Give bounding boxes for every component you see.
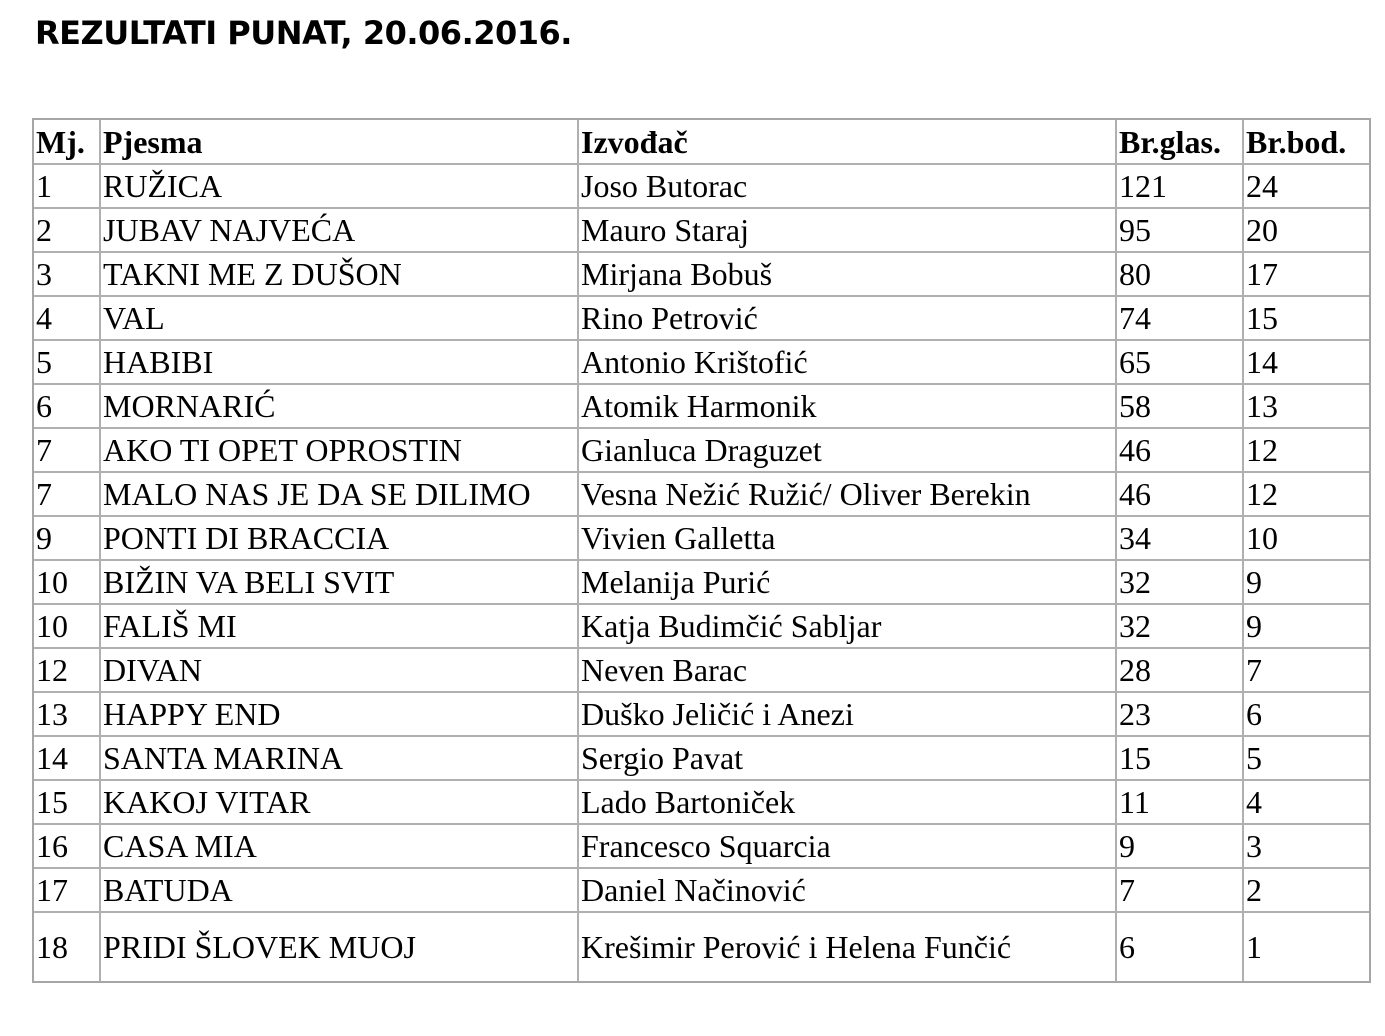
cell-performer: Krešimir Perović i Helena Funčić [579,913,1117,981]
cell-song: PONTI DI BRACCIA [101,517,579,561]
cell-song: DIVAN [101,649,579,693]
cell-votes: 7 [1117,869,1244,913]
cell-place: 14 [34,737,101,781]
table-row [34,209,1369,253]
table-row [34,737,1369,781]
table-row [34,253,1369,297]
cell-place: 7 [34,473,101,517]
cell-song: FALIŠ MI [101,605,579,649]
cell-points: 9 [1244,605,1369,649]
cell-song: HAPPY END [101,693,579,737]
cell-place: 4 [34,297,101,341]
cell-points: 14 [1244,341,1369,385]
table-row [34,517,1369,561]
cell-votes: 46 [1117,473,1244,517]
cell-performer: Antonio Krištofić [579,341,1117,385]
cell-votes: 11 [1117,781,1244,825]
cell-votes: 34 [1117,517,1244,561]
cell-place: 15 [34,781,101,825]
cell-place: 6 [34,385,101,429]
cell-song: MORNARIĆ [101,385,579,429]
cell-points: 2 [1244,869,1369,913]
cell-points: 17 [1244,253,1369,297]
table-row [34,297,1369,341]
cell-song: TAKNI ME Z DUŠON [101,253,579,297]
cell-points: 12 [1244,473,1369,517]
cell-points: 15 [1244,297,1369,341]
cell-points: 24 [1244,165,1369,209]
cell-place: 13 [34,693,101,737]
table-header [34,120,1369,165]
cell-points: 12 [1244,429,1369,473]
cell-votes: 32 [1117,561,1244,605]
table-row [34,605,1369,649]
cell-points: 5 [1244,737,1369,781]
table-row [34,385,1369,429]
cell-points: 1 [1246,929,1262,965]
header-place: Mj. [34,120,101,165]
cell-place: 17 [34,869,101,913]
cell-performer: Gianluca Draguzet [579,429,1117,473]
table-row [34,913,1369,981]
cell-performer: Mauro Staraj [579,209,1117,253]
table-row [34,649,1369,693]
cell-song: RUŽICA [101,165,579,209]
cell-performer: Mirjana Bobuš [579,253,1117,297]
cell-votes: 32 [1117,605,1244,649]
cell-performer: Neven Barac [579,649,1117,693]
cell-song: SANTA MARINA [101,737,579,781]
cell-place: 9 [34,517,101,561]
cell-place: 5 [34,341,101,385]
cell-votes: 74 [1117,297,1244,341]
table-row [34,825,1369,869]
header-song: Pjesma [101,120,579,165]
cell-song: PRIDI ŠLOVEK MUOJ [101,913,579,981]
table-row [34,341,1369,385]
cell-votes: 6 [1117,913,1244,981]
cell-points: 7 [1244,649,1369,693]
cell-performer: Daniel Načinović [579,869,1117,913]
cell-place: 10 [34,605,101,649]
cell-performer: Atomik Harmonik [579,385,1117,429]
cell-points: 20 [1244,209,1369,253]
cell-performer: Francesco Squarcia [579,825,1117,869]
cell-performer: Katja Budimčić Sabljar [579,605,1117,649]
cell-place: 3 [34,253,101,297]
cell-song: HABIBI [101,341,579,385]
cell-votes: 58 [1117,385,1244,429]
cell-performer: Sergio Pavat [579,737,1117,781]
cell-votes: 65 [1117,341,1244,385]
table-row [34,165,1369,209]
cell-place: 10 [34,561,101,605]
cell-votes: 15 [1117,737,1244,781]
cell-performer: Vesna Nežić Ružić/ Oliver Berekin [579,473,1117,517]
cell-song: CASA MIA [101,825,579,869]
cell-place: 18 [34,913,101,981]
cell-performer: Melanija Purić [579,561,1117,605]
cell-votes: 95 [1117,209,1244,253]
cell-points: 4 [1244,781,1369,825]
table-body [34,165,1369,981]
cell-song: BATUDA [101,869,579,913]
header-votes: Br.glas. [1117,120,1244,165]
cell-votes: 46 [1117,429,1244,473]
table-row [34,473,1369,517]
cell-performer: Duško Jeličić i Anezi [579,693,1117,737]
cell-performer: Lado Bartoniček [579,781,1117,825]
cell-performer: Rino Petrović [579,297,1117,341]
table-row [34,781,1369,825]
cell-votes: 28 [1117,649,1244,693]
cell-song: AKO TI OPET OPROSTIN [101,429,579,473]
header-points: Br.bod. [1244,120,1369,165]
cell-points: 6 [1244,693,1369,737]
cell-place: 7 [34,429,101,473]
cell-points: 10 [1244,517,1369,561]
results-table [32,118,1371,983]
cell-place: 12 [34,649,101,693]
cell-votes: 9 [1117,825,1244,869]
cell-song: JUBAV NAJVEĆA [101,209,579,253]
cell-place: 2 [34,209,101,253]
cell-votes: 121 [1117,165,1244,209]
cell-song: MALO NAS JE DA SE DILIMO [101,473,579,517]
cell-place: 16 [34,825,101,869]
cell-place: 1 [34,165,101,209]
cell-points: 3 [1244,825,1369,869]
cell-song: KAKOJ VITAR [101,781,579,825]
header-row [34,120,1369,165]
cell-song: VAL [101,297,579,341]
table-row [34,429,1369,473]
table-row [34,869,1369,913]
cell-song: BIŽIN VA BELI SVIT [101,561,579,605]
cell-performer: Vivien Galletta [579,517,1117,561]
cell-votes: 80 [1117,253,1244,297]
cell-performer: Joso Butorac [579,165,1117,209]
cell-votes: 23 [1117,693,1244,737]
header-performer: Izvođač [579,120,1117,165]
table-row [34,561,1369,605]
cell-points: 13 [1244,385,1369,429]
page-title: REZULTATI PUNAT, 20.06.2016. [35,14,572,52]
table-row [34,693,1369,737]
cell-points: 9 [1244,561,1369,605]
